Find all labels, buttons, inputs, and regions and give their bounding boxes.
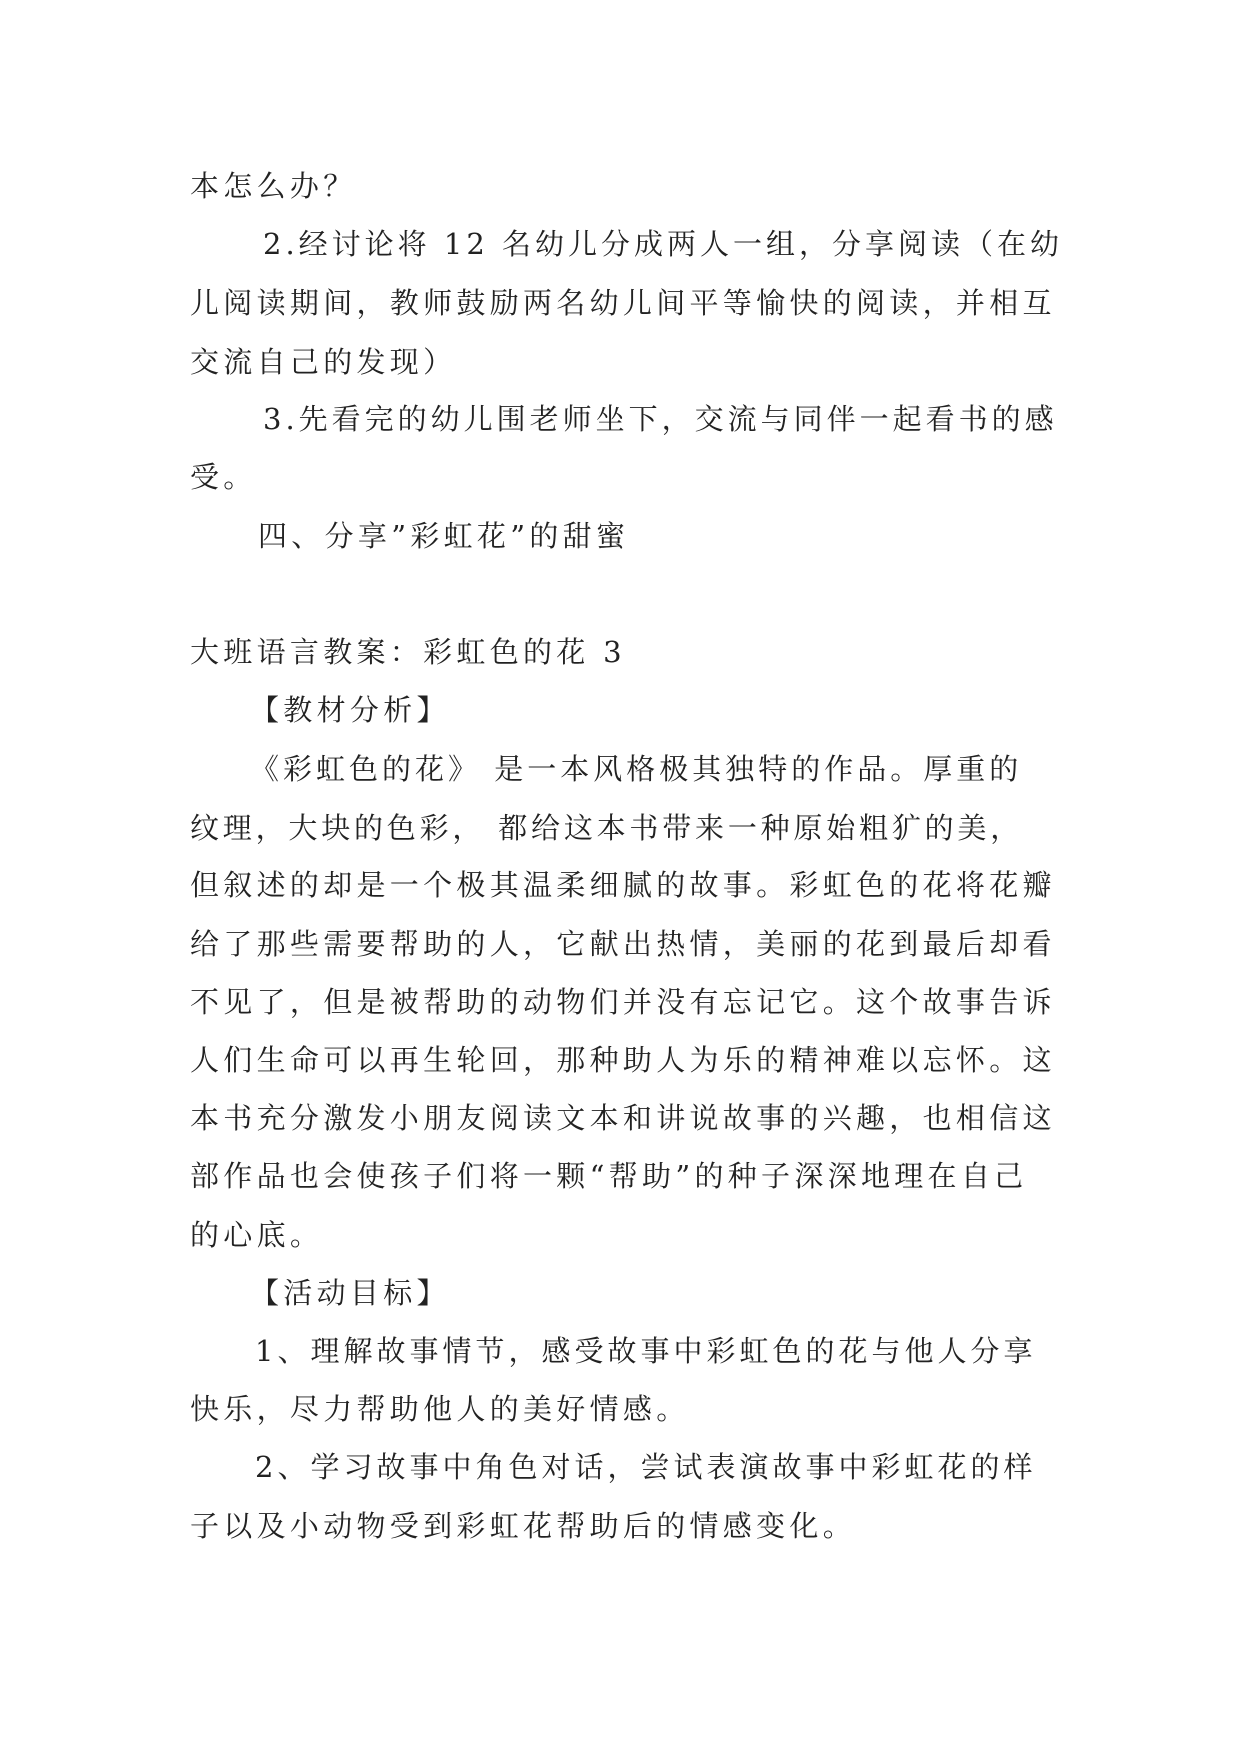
text-line: 的心底。: [190, 1218, 324, 1252]
text-line: 2.经讨论将 12 名幼儿分成两人一组，分享阅读（在幼: [263, 227, 1064, 261]
text-line: 部作品也会使孩子们将一颗“帮助”的种子深深地理在自己: [190, 1159, 1028, 1193]
text-line: 3.先看完的幼儿围老师坐下，交流与同伴一起看书的感: [263, 402, 1058, 436]
text-line: 纹理，大块的色彩， 都给这本书带来一种原始粗犷的美，: [190, 811, 1024, 845]
text-line: 给了那些需要帮助的人，它献出热情，美丽的花到最后却看: [190, 927, 1056, 961]
text-line: 交流自己的发现）: [190, 345, 457, 379]
text-line: 不见了，但是被帮助的动物们并没有忘记它。这个故事告诉: [190, 985, 1056, 1019]
section-heading: 四、分享”彩虹花”的甜蜜: [258, 519, 630, 553]
text-line: 本书充分激发小朋友阅读文本和讲说故事的兴趣，也相信这: [190, 1101, 1056, 1135]
text-line: 《彩虹色的花》 是一本风格极其独特的作品。厚重的: [250, 752, 1023, 786]
section-heading: 【活动目标】: [250, 1276, 450, 1310]
text-line: 2、学习故事中角色对话，尝试表演故事中彩虹花的样: [255, 1450, 1037, 1484]
text-line: 快乐，尽力帮助他人的美好情感。: [190, 1392, 690, 1426]
text-line: 受。: [190, 460, 257, 494]
text-line: 但叙述的却是一个极其温柔细腻的故事。彩虹色的花将花瓣: [190, 868, 1056, 902]
text-line: 儿阅读期间，教师鼓励两名幼儿间平等愉快的阅读，并相互: [190, 286, 1056, 320]
section-heading: 【教材分析】: [250, 693, 450, 727]
text-line: 本怎么办？: [190, 169, 357, 203]
text-line: 人们生命可以再生轮回，那种助人为乐的精神难以忘怀。这: [190, 1043, 1056, 1077]
text-line: 子以及小动物受到彩虹花帮助后的情感变化。: [190, 1509, 857, 1543]
text-line: 1、理解故事情节，感受故事中彩虹色的花与他人分享: [255, 1334, 1037, 1368]
document-title: 大班语言教案：彩虹色的花 3: [190, 635, 626, 669]
